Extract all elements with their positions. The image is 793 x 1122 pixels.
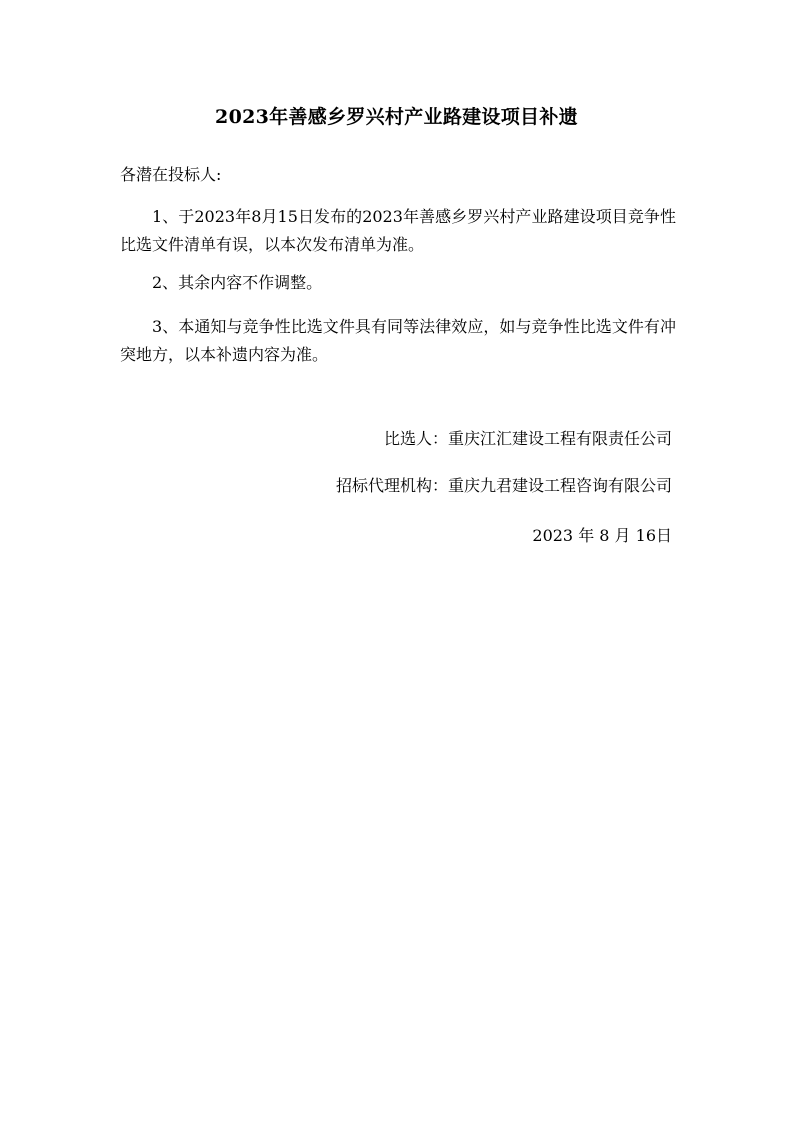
- selector-signature: 比选人：重庆江汇建设工程有限责任公司: [383, 429, 672, 448]
- paragraph-3: 3、本通知与竞争性比选文件具有同等法律效应，如与竞争性比选文件有冲突地方，以本补遗内容为准。: [120, 317, 676, 364]
- agency-signature: 招标代理机构：重庆九君建设工程咨询有限公司: [335, 476, 672, 495]
- document-date: 2023 年 8 月 16日: [532, 526, 672, 545]
- paragraph-1: 1、于2023年8月15日发布的2023年善感乡罗兴村产业路建设项目竞争性比选文件清单有误，以本次发布清单为准。: [120, 207, 676, 254]
- paragraph-2: 2、其余内容不作调整。: [152, 273, 323, 292]
- salutation: 各潜在投标人:: [120, 165, 222, 184]
- document-title: 2023年善感乡罗兴村产业路建设项目补遗: [215, 106, 578, 128]
